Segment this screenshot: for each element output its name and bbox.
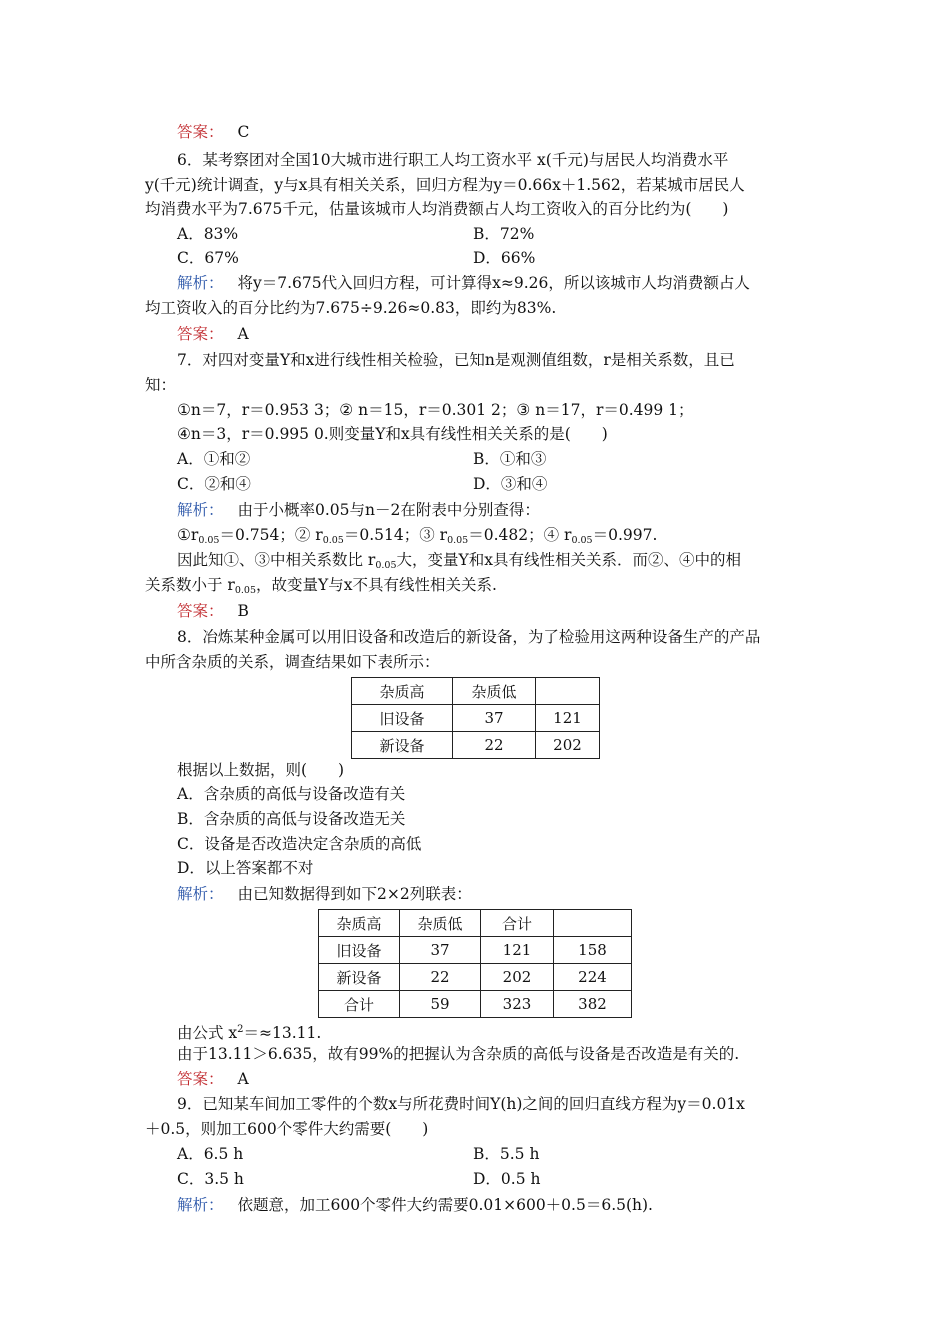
table-cell: 新设备 bbox=[319, 964, 400, 991]
answer-label: 答案： bbox=[177, 123, 224, 141]
table-row bbox=[352, 705, 600, 732]
q9-analysis-line-1 bbox=[177, 1195, 653, 1215]
analysis-text: ＝0.754；② r bbox=[219, 526, 323, 544]
analysis-text: 由于小概率0.05与n－2在附表中分别查得： bbox=[237, 501, 540, 519]
q6-option-b: B．72% bbox=[473, 225, 535, 243]
table-cell: 杂质高 bbox=[352, 678, 453, 705]
table-cell: 合计 bbox=[481, 910, 554, 937]
table-row bbox=[352, 678, 600, 705]
table-cell: 新设备 bbox=[352, 732, 453, 759]
table-cell: 杂质高 bbox=[319, 910, 400, 937]
q8-stem-line-2: 中所含杂质的关系，调查结果如下表所示： bbox=[145, 653, 440, 671]
table-row bbox=[319, 991, 632, 1018]
table-cell: 202 bbox=[481, 964, 554, 991]
q5-answer-line bbox=[177, 122, 249, 142]
q8-contingency-table bbox=[318, 909, 632, 1018]
q7-stem-line-3: ①n＝7，r＝0.953 3；② n＝15，r＝0.301 2；③ n＝17，r＝0.499 1； bbox=[177, 401, 694, 419]
subscript: 0.05 bbox=[571, 535, 593, 546]
q7-option-a: A．①和② bbox=[177, 450, 251, 468]
table-cell: 158 bbox=[554, 937, 632, 964]
q7-option-b: B．①和③ bbox=[473, 450, 547, 468]
q7-analysis-line-1 bbox=[177, 500, 540, 520]
table-cell: 旧设备 bbox=[352, 705, 453, 732]
table-cell: 22 bbox=[400, 964, 481, 991]
analysis-text: 因此知①、③中相关系数比 r bbox=[177, 551, 376, 569]
q6-analysis-line-1 bbox=[177, 273, 750, 293]
analysis-text: ，故变量Y与x不具有线性相关关系. bbox=[256, 576, 497, 594]
answer-label: 答案： bbox=[177, 602, 224, 620]
answer-label: 答案： bbox=[177, 325, 224, 343]
analysis-text: ＝0.482；④ r bbox=[468, 526, 572, 544]
q9-option-d: D．0.5 h bbox=[473, 1170, 541, 1188]
table-cell: 37 bbox=[400, 937, 481, 964]
q9-option-a: A．6.5 h bbox=[177, 1145, 244, 1163]
table-cell: 旧设备 bbox=[319, 937, 400, 964]
table-cell: 22 bbox=[453, 732, 536, 759]
q7-answer-line bbox=[177, 601, 249, 621]
answer-value: C bbox=[237, 123, 250, 141]
q8-analysis-line-2 bbox=[177, 1020, 321, 1043]
analysis-text: 由公式 x bbox=[177, 1024, 238, 1042]
table-row bbox=[319, 937, 632, 964]
q6-option-c: C．67% bbox=[177, 249, 239, 267]
table-row bbox=[352, 732, 600, 759]
q9-option-c: C．3.5 h bbox=[177, 1170, 244, 1188]
q7-stem-line-1: 7．对四对变量Y和x进行线性相关检验，已知n是观测值组数，r是相关系数，且已 bbox=[177, 351, 735, 369]
q8-option-a: A．含杂质的高低与设备改造有关 bbox=[177, 785, 406, 803]
q9-stem-line-1: 9．已知某车间加工零件的个数x与所花费时间Y(h)之间的回归直线方程为y＝0.01x bbox=[177, 1095, 745, 1113]
q6-option-d: D．66% bbox=[473, 249, 536, 267]
table-cell: 121 bbox=[481, 937, 554, 964]
analysis-label: 解析： bbox=[177, 885, 224, 903]
table-cell: 59 bbox=[400, 991, 481, 1018]
analysis-text: 由已知数据得到如下2×2列联表： bbox=[237, 885, 472, 903]
answer-value: A bbox=[237, 325, 249, 343]
q6-stem-line-1 bbox=[177, 150, 728, 170]
q8-option-d: D．以上答案都不对 bbox=[177, 859, 314, 877]
q7-option-c: C．②和④ bbox=[177, 475, 251, 493]
q6-analysis-line-2: 均工资收入的百分比约为7.675÷9.26≈0.83，即约为83%. bbox=[145, 299, 557, 317]
table-cell: 37 bbox=[453, 705, 536, 732]
analysis-text: 关系数小于 r bbox=[145, 576, 235, 594]
q7-stem-line-2: 知： bbox=[145, 376, 177, 394]
q8-analysis-line-1 bbox=[177, 884, 472, 904]
q8-option-b: B．含杂质的高低与设备改造无关 bbox=[177, 810, 406, 828]
table-row bbox=[319, 910, 632, 937]
q8-analysis-line-3: 由于13.11＞6.635，故有99%的把握认为含杂质的高低与设备是否改造是有关的. bbox=[177, 1045, 740, 1063]
table-cell: 323 bbox=[481, 991, 554, 1018]
analysis-text: ＝≈13.11. bbox=[243, 1024, 322, 1042]
q6-option-a: A．83% bbox=[177, 225, 239, 243]
q8-answer-line bbox=[177, 1069, 249, 1089]
table-cell: 杂质低 bbox=[453, 678, 536, 705]
table-row bbox=[319, 964, 632, 991]
q6-stem-line-2: y(千元)统计调查，y与x具有相关关系，回归方程为y＝0.66x＋1.562，若某城市居民人 bbox=[145, 176, 745, 194]
answer-value: A bbox=[237, 1070, 249, 1088]
table-cell: 224 bbox=[554, 964, 632, 991]
subscript: 0.05 bbox=[322, 535, 344, 546]
superscript: 2 bbox=[237, 1024, 244, 1035]
table-cell: 121 bbox=[536, 705, 600, 732]
analysis-label: 解析： bbox=[177, 1196, 224, 1214]
subscript: 0.05 bbox=[198, 535, 220, 546]
table-cell bbox=[536, 678, 600, 705]
analysis-text: ①r bbox=[177, 526, 199, 544]
analysis-text: 大，变量Y和x具有线性相关关系．而②、④中的相 bbox=[396, 551, 741, 569]
q8-option-c: C．设备是否改造决定含杂质的高低 bbox=[177, 835, 422, 853]
analysis-text: ＝0.997. bbox=[592, 526, 658, 544]
answer-label: 答案： bbox=[177, 1070, 224, 1088]
q8-survey-table bbox=[351, 677, 600, 759]
analysis-text: 将y＝7.675代入回归方程，可计算得x≈9.26，所以该城市人均消费额占人 bbox=[237, 274, 750, 292]
q7-option-d: D．③和④ bbox=[473, 475, 548, 493]
q7-stem-line-4: ④n＝3，r＝0.995 0.则变量Y和x具有线性相关关系的是( ) bbox=[177, 425, 608, 443]
analysis-label: 解析： bbox=[177, 501, 224, 519]
table-cell: 合计 bbox=[319, 991, 400, 1018]
q9-option-b: B．5.5 h bbox=[473, 1145, 540, 1163]
subscript: 0.05 bbox=[375, 560, 397, 571]
table-cell bbox=[554, 910, 632, 937]
analysis-label: 解析： bbox=[177, 274, 224, 292]
q9-stem-line-2: ＋0.5，则加工600个零件大约需要( ) bbox=[145, 1120, 429, 1138]
table-cell: 382 bbox=[554, 991, 632, 1018]
table-cell: 杂质低 bbox=[400, 910, 481, 937]
q6-stem-text: x(千元)与居民人均消费水平 bbox=[537, 151, 729, 169]
q6-answer-line bbox=[177, 324, 249, 344]
subscript: 0.05 bbox=[447, 535, 469, 546]
q8-stem-line-3: 根据以上数据，则( ) bbox=[177, 761, 345, 779]
q8-stem-line-1: 8．冶炼某种金属可以用旧设备和改造后的新设备，为了检验用这两种设备生产的产品 bbox=[177, 628, 761, 646]
answer-value: B bbox=[237, 602, 249, 620]
q7-analysis-line-2 bbox=[177, 525, 657, 551]
q7-analysis-line-3 bbox=[177, 550, 741, 576]
table-cell: 202 bbox=[536, 732, 600, 759]
q6-stem-line-3: 均消费水平为7.675千元，估量该城市人均消费额占人均工资收入的百分比约为( ) bbox=[145, 200, 729, 218]
q6-stem-text: 6．某考察团对全国10大城市进行职工人均工资水平 bbox=[177, 151, 533, 169]
analysis-text: 依题意，加工600个零件大约需要0.01×600＋0.5＝6.5(h). bbox=[237, 1196, 653, 1214]
subscript: 0.05 bbox=[234, 585, 256, 596]
q7-analysis-line-4 bbox=[145, 575, 497, 601]
analysis-text: ＝0.514；③ r bbox=[343, 526, 448, 544]
